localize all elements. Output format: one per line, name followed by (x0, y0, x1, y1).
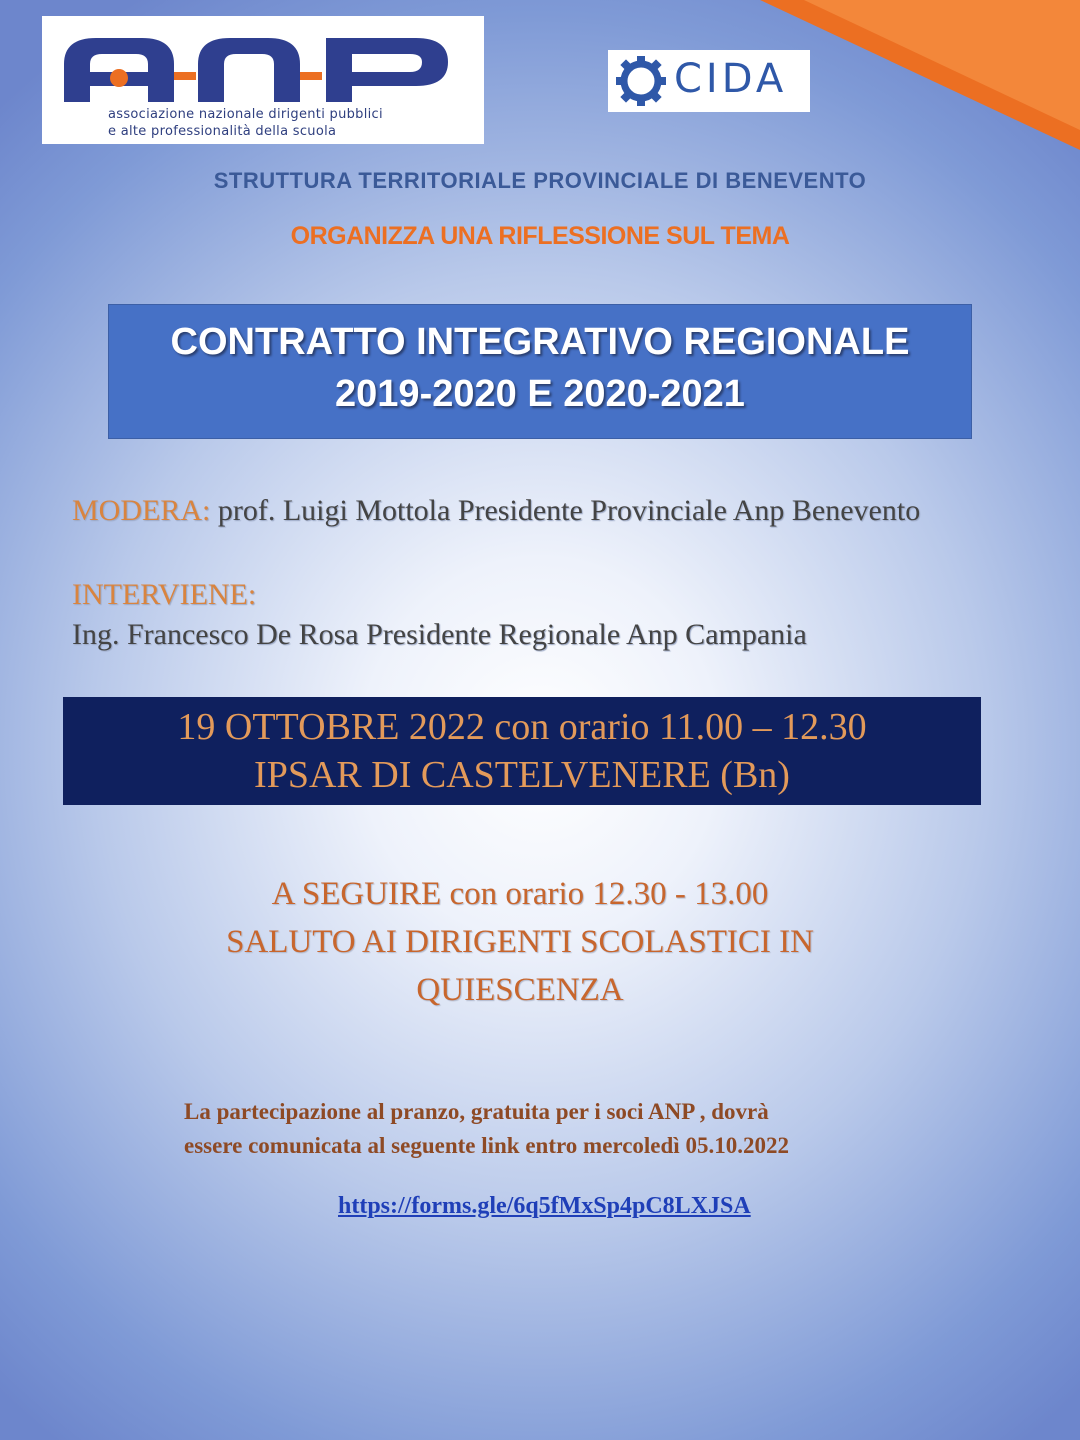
title-box (108, 304, 972, 439)
event-date: 19 OTTOBRE 2022 con orario 11.00 – 12.30 (177, 706, 867, 748)
event-place: IPSAR DI CASTELVENERE (Bn) (254, 754, 790, 796)
organizza-heading: ORGANIZZA UNA RIFLESSIONE SUL TEMA (290, 222, 790, 250)
gear-icon (614, 56, 668, 106)
cida-logo (608, 50, 810, 112)
title-line1: CONTRATTO INTEGRATIVO REGIONALE (170, 321, 910, 363)
struttura-heading: STRUTTURA TERRITORIALE PROVINCIALE DI BENEVENTO (213, 168, 867, 193)
event-box (63, 697, 981, 805)
seguire-line1: A SEGUIRE con orario 12.30 - 13.00 (271, 876, 769, 912)
anp-subtitle-line1: associazione nazionale dirigenti pubblici (108, 107, 383, 122)
pranzo-line2: essere comunicata al seguente link entro mercoledì 05.10.2022 (184, 1133, 789, 1158)
cida-text: CIDA (674, 56, 788, 102)
interviene-label: INTERVIENE: (72, 578, 257, 611)
title-line2: 2019-2020 E 2020-2021 (335, 373, 745, 415)
anp-subtitle-line2: e alte professionalità della scuola (108, 124, 337, 139)
modera-label: MODERA: (72, 494, 211, 527)
anp-logo-mark (64, 34, 464, 104)
modera-line (72, 494, 920, 528)
seguire-block (160, 870, 880, 1014)
registration-link[interactable]: https://forms.gle/6q5fMxSp4pC8LXJSA (338, 1193, 751, 1219)
seguire-line3: QUIESCENZA (416, 972, 624, 1008)
pranzo-line1: La partecipazione al pranzo, gratuita per i soci ANP , dovrà (184, 1099, 769, 1124)
pranzo-note (184, 1095, 789, 1163)
seguire-line2: SALUTO AI DIRIGENTI SCOLASTICI IN (226, 924, 814, 960)
modera-text: prof. Luigi Mottola Presidente Provinciale Anp Benevento (210, 494, 921, 527)
anp-subtitle (108, 106, 383, 140)
anp-logo (42, 16, 484, 144)
interviene-text: Ing. Francesco De Rosa Presidente Regionale Anp Campania (72, 618, 807, 651)
